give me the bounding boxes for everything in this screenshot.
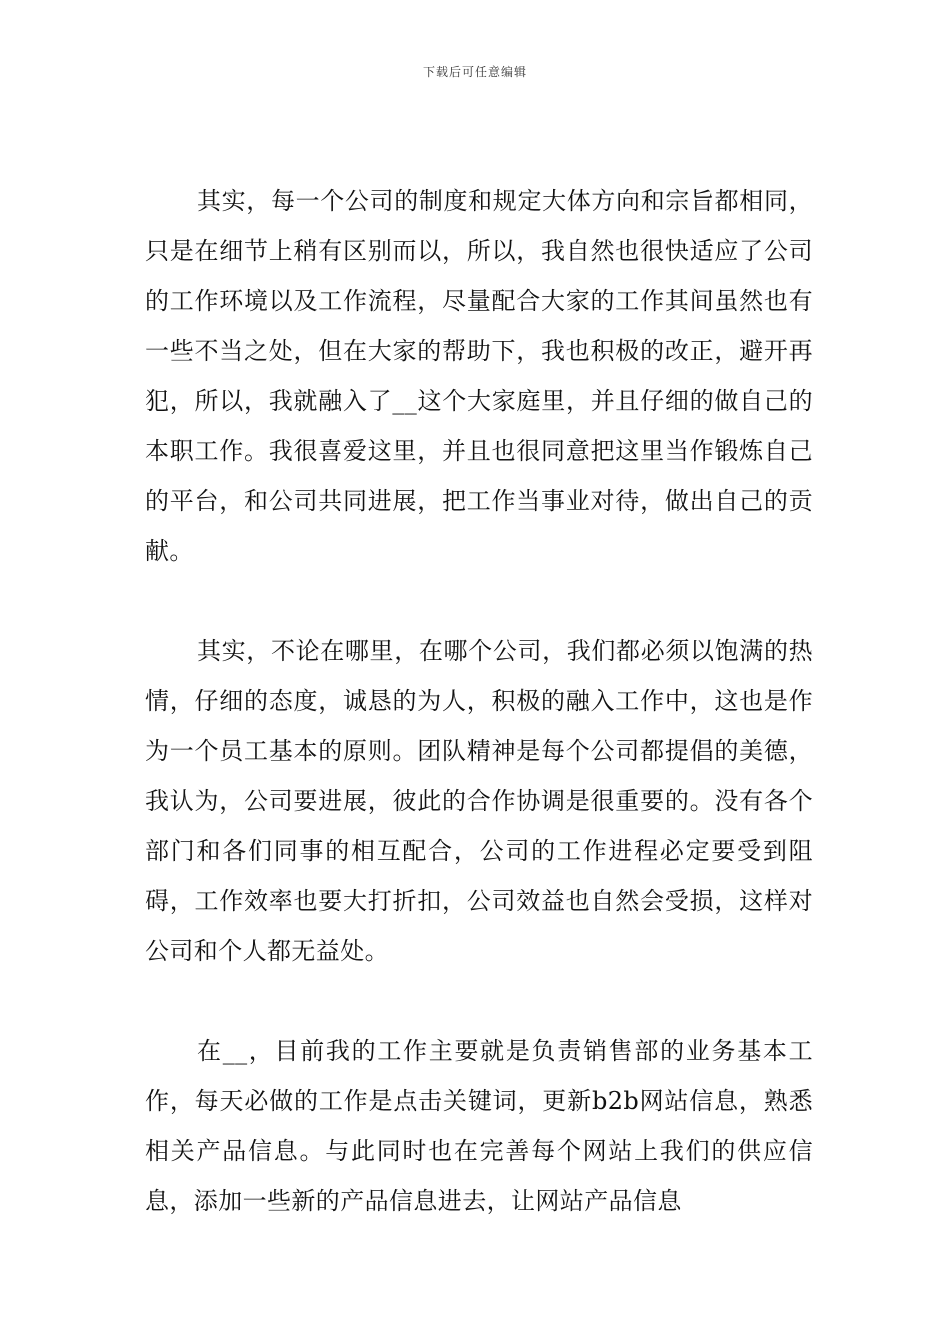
paragraph-2: 其实，不论在哪里，在哪个公司，我们都必须以饱满的热情，仔细的态度，诚恳的为人，积极的融入工作中，这也是作为一个员工基本的原则。团队精神是每个公司都提倡的美德，我认为，公司要进展，彼此的合作协调是很重要的。没有各个部门和各们同事的相互配合，公司的工作进程必定要受到阻碍，工作效率也要大打折扣，公司效益也自然会受损，这样对公司和个人都无益处。: [145, 637, 813, 965]
paragraph-1: 其实，每一个公司的制度和规定大体方向和宗旨都相同，只是在细节上稍有区别而以，所以，我自然也很快适应了公司的工作环境以及工作流程，尽量配合大家的工作其间虽然也有一些不当之处，但在大家的帮助下，我也积极的改正，避开再犯，所以，我就融入了__这个大家庭里，并且仔细的做自己的本职工作。我很喜爱这里，并且也很同意把这里当作锻炼自己的平台，和公司共同进展，把工作当事业对待，做出自己的贡献。: [145, 187, 813, 565]
page-header: 下载后可任意编辑: [422, 65, 527, 79]
document-body: [145, 176, 813, 1226]
paragraph-3: 在__，目前我的工作主要就是负责销售部的业务基本工作，每天必做的工作是点击关键词，更新b2b网站信息，熟悉相关产品信息。与此同时也在完善每个网站上我们的供应信息，添加一些新的产品信息进去，让网站产品信息: [145, 1037, 813, 1215]
